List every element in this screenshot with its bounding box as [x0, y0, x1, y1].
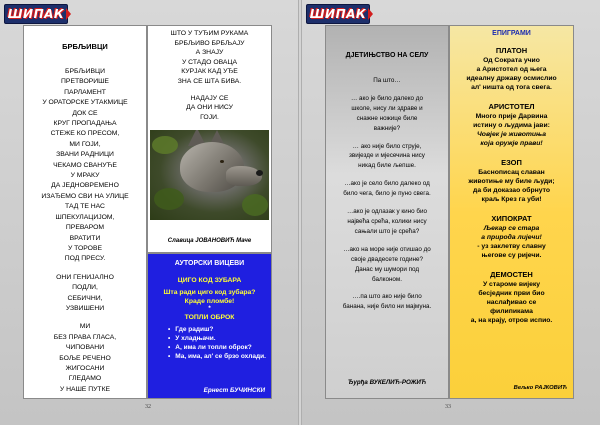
epigram-title: ДЕМОСТЕН: [490, 270, 533, 279]
poem-stanza: [326, 94, 448, 134]
text-line: Данас му шумори под: [354, 265, 420, 273]
text-line: …ако је село било далеко од: [344, 180, 430, 188]
text-line: ШТО У ТУЂИМ РУКАМА: [170, 30, 249, 37]
text-line: било чега, било је пуно свега.: [343, 190, 431, 198]
epigram-line: а природа лијечи!: [481, 234, 542, 241]
text-line: снажне ножице биле: [356, 114, 418, 122]
text-line: … ако није било струје,: [352, 142, 422, 150]
joke1-title: ЦИГО КОД ЗУБАРА: [177, 277, 242, 284]
jokes-box: [147, 253, 272, 399]
dialogue-line: • Где радиш?: [168, 325, 271, 334]
epigram: [450, 102, 573, 148]
text-line: УЗВИШЕНИ: [65, 304, 105, 312]
text-line: ….па што ако није било: [352, 293, 422, 301]
epigram-list: [450, 46, 573, 325]
text-line: ПОД ПРЕСУ.: [64, 255, 106, 263]
epigram-line: а Аристотел од њега: [476, 66, 547, 73]
joke1-answer: Краде пломбе!: [184, 298, 235, 305]
epigram-line: а, на крају, отров испио.: [470, 317, 553, 324]
text-line: У МРАКУ: [70, 172, 100, 180]
magazine-logo: [4, 4, 68, 24]
separator-star: *: [208, 306, 211, 312]
text-line: БЕЗ ПРАВА ГЛАСА,: [53, 333, 117, 341]
epigram-line: истину о људима јави:: [473, 122, 550, 129]
poem2-lines-2: [148, 94, 271, 123]
poem-lines-3: [24, 322, 146, 395]
wolf-photo: [150, 130, 269, 220]
epigram-line: Баснописац славан: [478, 169, 545, 176]
poem-stanza: [326, 179, 448, 199]
epigram: [450, 270, 573, 325]
text-line: ПОДЛИ,: [72, 284, 98, 292]
epigram-line: његове су ријечи.: [481, 252, 542, 259]
jokes-author: Ернест БУЧИНСКИ: [203, 387, 265, 394]
text-line: звијезде и мјесечина нису: [349, 152, 425, 160]
text-line: највећа срећа, колики нису: [347, 217, 427, 225]
page-number: 33: [445, 404, 451, 410]
epigram: [450, 46, 573, 92]
epigram-line: Од Сократа учио: [483, 57, 540, 64]
epigram-line: Много прије Дарвина: [475, 113, 548, 120]
text-line: А ЗНАЈУ: [195, 49, 224, 57]
text-line: Па што…: [373, 77, 401, 84]
epigram-title: ХИПОКРАТ: [491, 214, 532, 223]
joke2-dialogue: [148, 325, 271, 361]
text-line: У НАШЕ ПУТКЕ: [59, 385, 111, 393]
epigram: [450, 158, 573, 204]
text-line: никад биле љепше.: [358, 162, 416, 170]
epigrams-column: [449, 25, 574, 399]
epigram-line: наслађивао се: [486, 299, 537, 306]
text-line: банана, није било ни мајмуна.: [342, 303, 432, 311]
text-line: важније?: [373, 124, 401, 132]
text-line: ИЗАЂЕМО СВИ НА УЛИЦЕ: [41, 192, 129, 200]
text-line: ОНИ ГЕНИЈАЛНО: [56, 273, 114, 281]
text-line: … ако је било далеко до: [350, 94, 423, 102]
text-line: балконом.: [371, 275, 403, 283]
epigram-line: ал' ништа од тога свега.: [471, 84, 552, 91]
text-line: ПРЕТВОРИШЕ: [61, 78, 109, 86]
text-line: ПАРЛАМЕНТ: [64, 88, 106, 96]
text-line: У ОРАТОРСКЕ УТАКМИЦЕ: [42, 99, 128, 107]
poem-title: ДЈЕТИЊСТВО НА СЕЛУ: [345, 52, 429, 59]
epigram-line: бесједник први био: [478, 290, 545, 297]
logo-text: ШИПАК: [7, 7, 65, 21]
poem-stanza: [326, 245, 448, 285]
left-page: [0, 0, 298, 425]
poem-stanza: [326, 76, 448, 86]
poem-stanza: [326, 207, 448, 237]
text-line: …ако на море није отишао до: [343, 245, 431, 253]
poem-title: БРБЉИВЦИ: [62, 42, 108, 51]
poem-stanza: [326, 292, 448, 312]
poem-lines-2: [24, 273, 146, 315]
page-number: 32: [145, 404, 151, 410]
epigram-line: краљ Крез га уби!: [481, 196, 542, 203]
text-line: …ако је одлазак у кино био: [346, 208, 428, 216]
text-line: БРБЉИВЦИ: [65, 68, 105, 75]
poem2-lines: [148, 29, 271, 87]
text-line: ЖИГОСАНИ: [65, 364, 105, 372]
text-line: СТЕЖЕ КО ПРЕСОМ,: [50, 130, 120, 138]
text-line: БОЉЕ РЕЧЕНО: [59, 354, 111, 362]
epigram-title: ЕЗОП: [501, 158, 522, 167]
text-line: У ТОРОВЕ: [67, 244, 103, 252]
text-line: КРУГ ПРОПАДАЊА: [53, 120, 117, 128]
text-line: СЕБИЧНИ,: [67, 294, 103, 302]
epigram: [450, 214, 573, 260]
poem-stanza: [326, 142, 448, 172]
dialogue-line: • У хладњачи.: [168, 334, 271, 343]
joke2-title: ТОПЛИ ОБРОК: [184, 314, 235, 321]
epigram-line: животиње му биле људи;: [468, 178, 555, 185]
poem-stanzas: [326, 76, 448, 312]
text-line: ГОЈИ.: [200, 113, 219, 121]
poem-continuation-column: [147, 25, 272, 253]
text-line: МИ ГОЈИ,: [69, 140, 101, 148]
text-line: ТАД ТЕ НАС: [65, 203, 105, 211]
epigrams-author: Вељко РАЈКОВИЋ: [513, 385, 567, 391]
epigram-line: Љекар се стара: [483, 225, 540, 232]
text-line: ДОК СЕ: [72, 109, 98, 117]
text-line: ЧЕКАМО СВАНУЋЕ: [53, 161, 117, 169]
text-line: ЗНА СЕ ШТА БИВА.: [177, 77, 242, 85]
text-line: КУРЈАК КАД УЂЕ: [181, 68, 238, 76]
poem-brbljivci-column: [23, 25, 147, 399]
text-line: школе, нису ли здраве и: [351, 104, 423, 112]
text-line: МИ: [79, 323, 91, 331]
epigram-line: идеалну државу осмислио: [466, 75, 557, 82]
text-line: ГЛЕДАМО: [68, 375, 102, 383]
dialogue-line: • Ма, има, ал' се брзо охлади.: [168, 352, 271, 361]
text-line: ПРЕВАРОМ: [65, 224, 105, 232]
epigram-line: Човјек је животиња: [476, 131, 546, 138]
epigrams-header: ЕПИГРАМИ: [492, 30, 531, 37]
joke1-question: Шта ради циго код зубара?: [163, 289, 256, 296]
text-line: У СТАДО ОВАЦА: [181, 58, 238, 66]
text-line: ДА ОНИ НИСУ: [186, 104, 233, 112]
epigram-line: У староме вијеку: [482, 281, 541, 288]
jokes-header: АУТОРСКИ ВИЦЕВИ: [174, 260, 245, 267]
logo-text: ШИПАК: [309, 7, 367, 21]
right-page: [302, 0, 600, 425]
poem-author: Ђурђа ВУКЕЛИЋ-РОЖИЋ: [347, 379, 427, 386]
epigram-title: АРИСТОТЕЛ: [488, 102, 535, 111]
text-line: НАДАЈУ СЕ: [190, 94, 229, 102]
magazine-logo: [306, 4, 370, 24]
poem-author: Славица ЈОВАНОВИЋ Маче: [167, 238, 252, 244]
text-line: БРБЉИВО БРБЉАЈУ: [174, 39, 245, 47]
poem-djetinjstvo-column: [325, 25, 449, 399]
epigram-line: - уз заклетву славну: [477, 243, 546, 250]
text-line: ЗВАНИ РАДНИЦИ: [56, 151, 114, 159]
text-line: ВРАТИТИ: [69, 234, 101, 242]
epigram-line: филипикама: [490, 308, 533, 315]
text-line: ШПЕКУЛАЦИЈОМ,: [55, 213, 115, 221]
epigram-line: која оружје прави!: [480, 140, 543, 147]
text-line: ДА ЈЕДНОВРЕМЕНО: [51, 182, 119, 190]
epigram-line: да би доказао обрнуто: [473, 187, 550, 194]
text-line: ЧИПОВАНИ: [65, 344, 105, 352]
text-line: своје двадесете године?: [351, 255, 423, 263]
dialogue-line: • А, има ли топли оброк?: [168, 343, 271, 352]
epigram-title: ПЛАТОН: [495, 46, 528, 55]
poem-lines: [24, 67, 146, 265]
text-line: сањали што је срећа?: [354, 227, 420, 235]
